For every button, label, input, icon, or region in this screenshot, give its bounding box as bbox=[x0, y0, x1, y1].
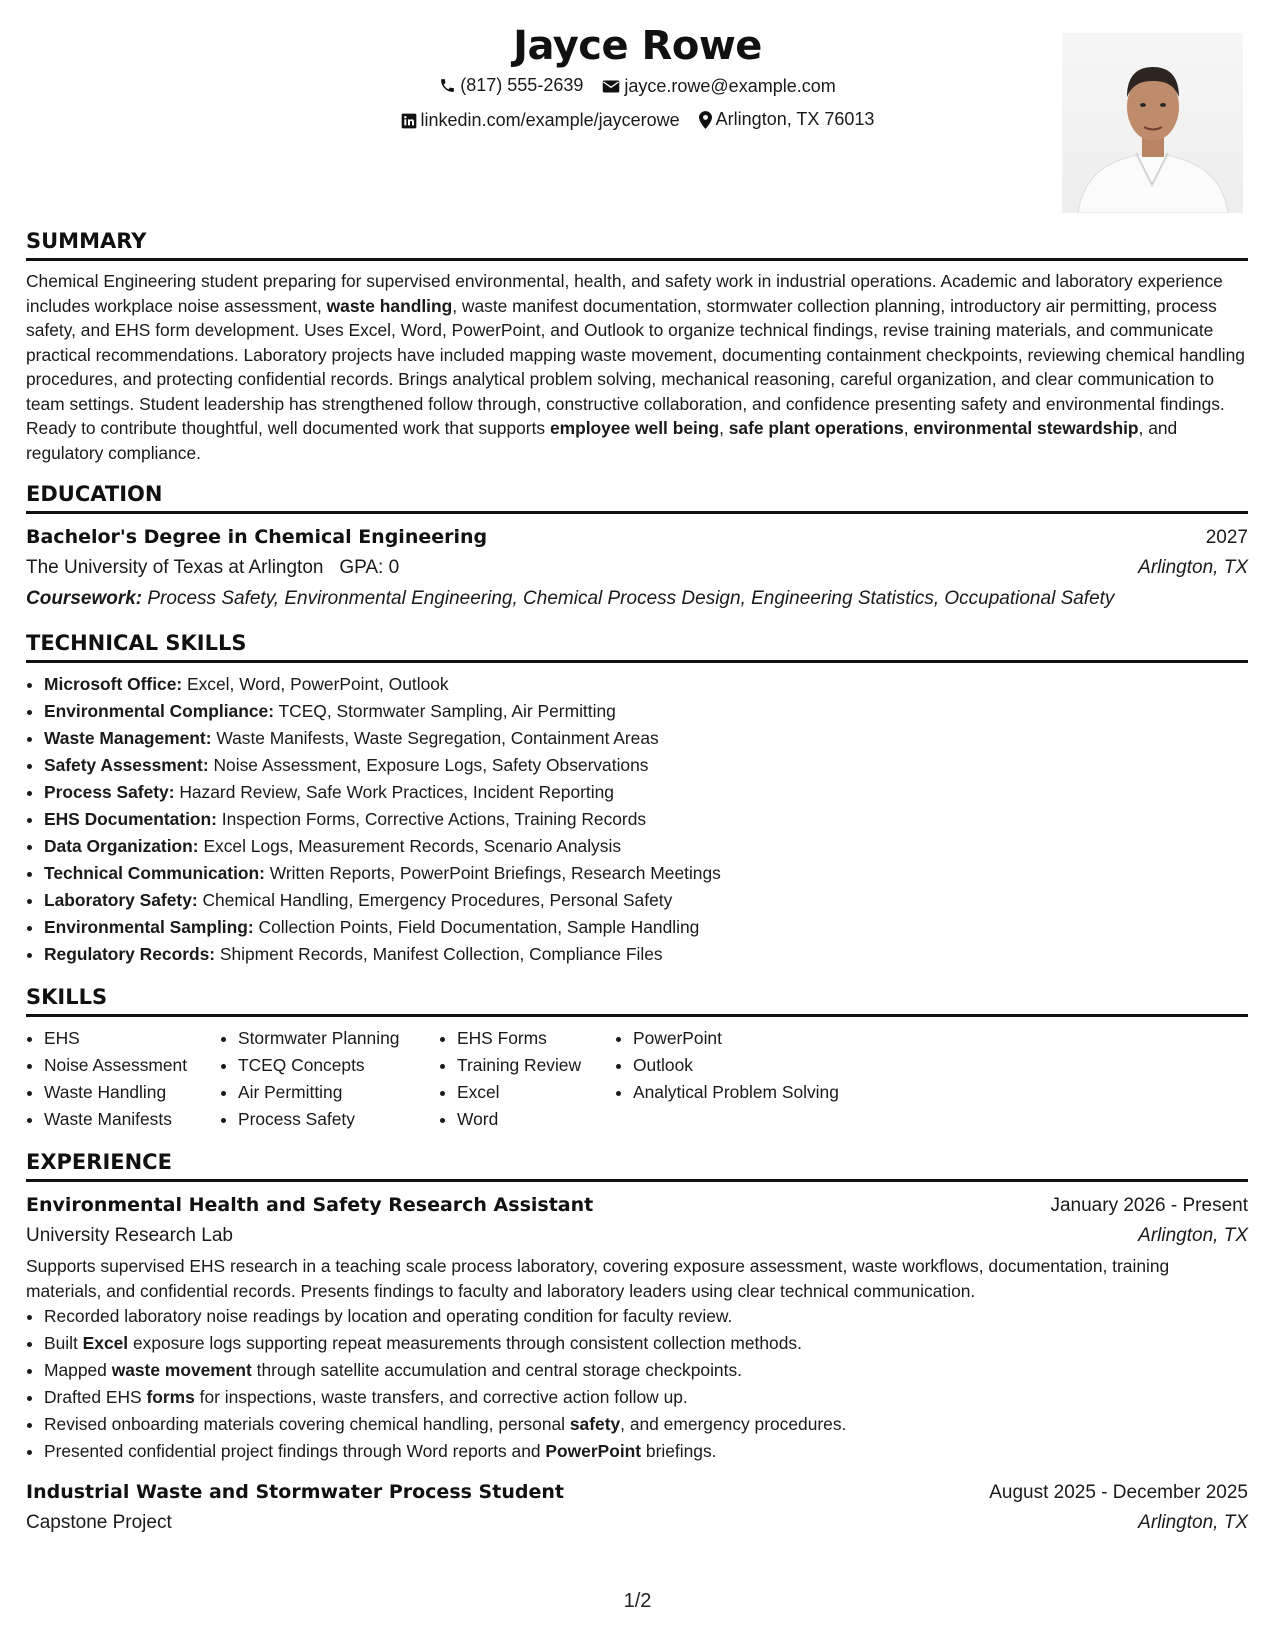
school-name: The University of Texas at Arlington bbox=[26, 557, 324, 578]
technical-skills-list bbox=[26, 671, 1248, 968]
list-item: • Waste Manifests bbox=[44, 1106, 220, 1133]
list-item: • EHS Documentation: Inspection Forms, Corrective Actions, Training Records bbox=[44, 806, 1248, 833]
degree-title: Bachelor's Degree in Chemical Engineering bbox=[26, 526, 488, 548]
list-item: • Analytical Problem Solving bbox=[633, 1079, 893, 1106]
list-item: • Technical Communication: Written Reports, PowerPoint Briefings, Research Meetings bbox=[44, 860, 1248, 887]
job-title: Industrial Waste and Stormwater Process Student bbox=[26, 1481, 564, 1503]
experience-section bbox=[26, 1147, 1248, 1538]
coursework-list: Process Safety, Environmental Engineering, Chemical Process Design, Engineering Statistics, Occupational Safety bbox=[142, 588, 1115, 609]
gpa: GPA: 0 bbox=[339, 557, 400, 578]
job-header bbox=[26, 1477, 1248, 1508]
skills-column-3 bbox=[439, 1025, 615, 1133]
email-contact[interactable] bbox=[602, 71, 835, 102]
experience-entry-2 bbox=[26, 1477, 1248, 1538]
list-item: • Process Safety bbox=[238, 1106, 439, 1133]
resume-body bbox=[26, 226, 1248, 1552]
list-item: • Training Review bbox=[457, 1052, 615, 1079]
job-dates: January 2026 - Present bbox=[1050, 1195, 1248, 1216]
map-pin-icon bbox=[699, 111, 712, 129]
linkedin-contact[interactable] bbox=[401, 105, 680, 136]
list-item: • Data Organization: Excel Logs, Measurement Records, Scenario Analysis bbox=[44, 833, 1248, 860]
list-item: • Regulatory Records: Shipment Records, Manifest Collection, Compliance Files bbox=[44, 941, 1248, 968]
education-row-1 bbox=[26, 522, 1248, 553]
list-item: • Outlook bbox=[633, 1052, 893, 1079]
graduation-year: 2027 bbox=[1205, 527, 1248, 548]
education-section bbox=[26, 479, 1248, 614]
skills-column-4 bbox=[615, 1025, 893, 1133]
technical-skills-section bbox=[26, 628, 1248, 968]
school-location: Arlington, TX bbox=[1138, 557, 1248, 578]
list-item: • Stormwater Planning bbox=[238, 1025, 439, 1052]
list-item: • Safety Assessment: Noise Assessment, Exposure Logs, Safety Observations bbox=[44, 752, 1248, 779]
education-row-2 bbox=[26, 553, 1248, 583]
list-item: • Waste Management: Waste Manifests, Waste Segregation, Containment Areas bbox=[44, 725, 1248, 752]
list-item: • Recorded laboratory noise readings by location and operating condition for faculty review. bbox=[44, 1303, 1248, 1330]
section-title-technical-skills: TECHNICAL SKILLS bbox=[26, 628, 1248, 663]
list-item: • Noise Assessment bbox=[44, 1052, 220, 1079]
phone-text: (817) 555-2639 bbox=[460, 75, 584, 95]
job-location: Arlington, TX bbox=[1138, 1512, 1248, 1533]
candidate-name: Jayce Rowe bbox=[513, 23, 762, 69]
job-subheader bbox=[26, 1221, 1248, 1251]
skills-section bbox=[26, 982, 1248, 1133]
email-text: jayce.rowe@example.com bbox=[624, 76, 836, 96]
list-item: • Built Excel exposure logs supporting repeat measurements through consistent collection methods. bbox=[44, 1330, 1248, 1357]
skills-grid bbox=[26, 1025, 1248, 1133]
coursework bbox=[26, 583, 1248, 614]
list-item: • Presented confidential project findings through Word reports and PowerPoint briefings. bbox=[44, 1438, 1248, 1465]
profile-photo bbox=[1062, 33, 1243, 213]
experience-entry-1 bbox=[26, 1190, 1248, 1465]
school-line bbox=[26, 553, 399, 583]
list-item: • Environmental Compliance: TCEQ, Stormwater Sampling, Air Permitting bbox=[44, 698, 1248, 725]
list-item: • Laboratory Safety: Chemical Handling, Emergency Procedures, Personal Safety bbox=[44, 887, 1248, 914]
list-item: • Drafted EHS forms for inspections, waste transfers, and corrective action follow up. bbox=[44, 1384, 1248, 1411]
envelope-icon bbox=[602, 79, 620, 94]
job-location: Arlington, TX bbox=[1138, 1225, 1248, 1246]
page-number: 1/2 bbox=[623, 1590, 652, 1612]
job-header bbox=[26, 1190, 1248, 1221]
list-item: • Waste Handling bbox=[44, 1079, 220, 1106]
coursework-label: Coursework: bbox=[26, 588, 143, 609]
job-bullets bbox=[26, 1303, 1248, 1465]
list-item: • Revised onboarding materials covering chemical handling, personal safety, and emergency procedures. bbox=[44, 1411, 1248, 1438]
list-item: • Environmental Sampling: Collection Points, Field Documentation, Sample Handling bbox=[44, 914, 1248, 941]
job-title: Environmental Health and Safety Research Assistant bbox=[26, 1194, 594, 1216]
list-item: • EHS Forms bbox=[457, 1025, 615, 1052]
phone-icon bbox=[439, 77, 456, 94]
location-text: Arlington, TX 76013 bbox=[715, 109, 875, 129]
list-item: • PowerPoint bbox=[633, 1025, 893, 1052]
list-item: • TCEQ Concepts bbox=[238, 1052, 439, 1079]
section-title-summary: SUMMARY bbox=[26, 226, 1248, 261]
list-item: • Mapped waste movement through satellite accumulation and central storage checkpoints. bbox=[44, 1357, 1248, 1384]
section-title-skills: SKILLS bbox=[26, 982, 1248, 1017]
skills-column-2 bbox=[220, 1025, 439, 1133]
summary-section bbox=[26, 226, 1248, 465]
list-item: • Microsoft Office: Excel, Word, PowerPoint, Outlook bbox=[44, 671, 1248, 698]
summary-text: Chemical Engineering student preparing for supervised environmental, health, and safety work in industrial operations. Academic and laboratory experience includes workplace noise assessment, waste handling, waste manifest documentation, stormwater collection planning, introductory air permitting, process safety, and EHS form development. Uses Excel, Word, PowerPoint, and Outlook to organize technical findings, revise training materials, and communicate practical recommendations. Laboratory projects have included mapping waste movement, documenting containment checkpoints, reviewing chemical handling procedures, and protecting confidential records. Brings analytical problem solving, mechanical reasoning, careful organization, and clear communication to team settings. Student leadership has strengthened follow through, constructive collaboration, and confidence presenting safety and environmental findings. Ready to contribute thoughtful, well documented work that supports employee well being, safe plant operations, environmental stewardship, and regulatory compliance. bbox=[26, 271, 1245, 463]
section-title-experience: EXPERIENCE bbox=[26, 1147, 1248, 1182]
list-item: • EHS bbox=[44, 1025, 220, 1052]
job-dates: August 2025 - December 2025 bbox=[989, 1482, 1248, 1503]
job-organization: Capstone Project bbox=[26, 1512, 172, 1533]
location-contact bbox=[699, 104, 875, 135]
list-item: • Process Safety: Hazard Review, Safe Work Practices, Incident Reporting bbox=[44, 779, 1248, 806]
job-organization: University Research Lab bbox=[26, 1225, 233, 1246]
job-description: Supports supervised EHS research in a teaching scale process laboratory, covering exposure assessment, waste workflows, documentation, training materials, and confidential records. Presents findings to faculty and laboratory leaders using clear technical communication. bbox=[26, 1256, 1170, 1301]
job-subheader bbox=[26, 1508, 1248, 1538]
list-item: • Air Permitting bbox=[238, 1079, 439, 1106]
list-item: • Word bbox=[457, 1106, 615, 1133]
linkedin-text: linkedin.com/example/jaycerowe bbox=[420, 110, 680, 130]
linkedin-icon bbox=[401, 113, 417, 129]
list-item: • Excel bbox=[457, 1079, 615, 1106]
phone-contact[interactable] bbox=[439, 70, 583, 101]
skills-column-1 bbox=[26, 1025, 220, 1133]
section-title-education: EDUCATION bbox=[26, 479, 1248, 514]
